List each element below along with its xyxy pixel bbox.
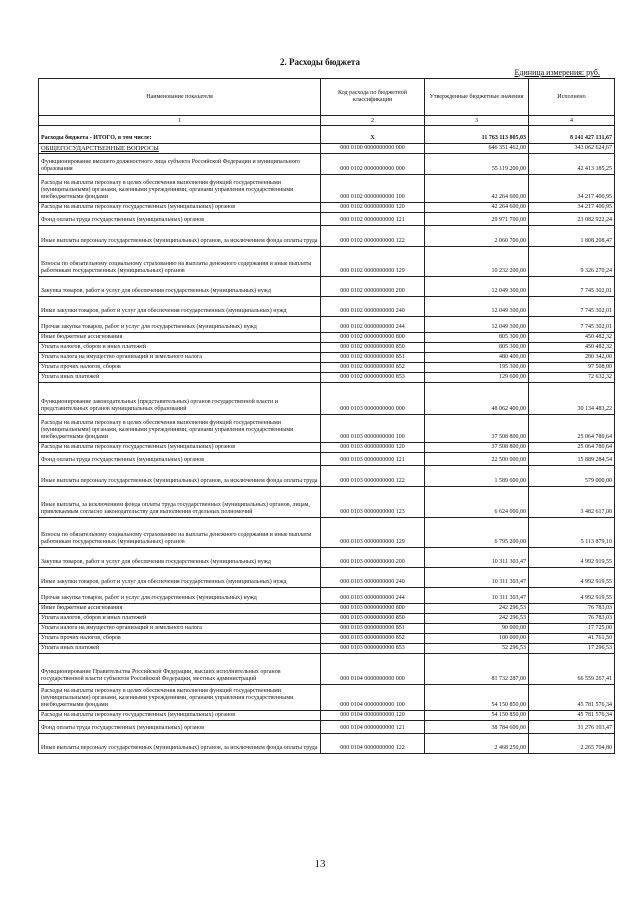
cell-name: Расходы на выплаты персоналу государственных (муниципальных) органов — [39, 443, 321, 453]
cell-approved: 242 296,53 — [425, 604, 529, 614]
cell-approved: 55 119 200,00 — [425, 154, 529, 175]
cell-approved: 242 296,53 — [425, 614, 529, 624]
cell-executed: 343 062 624,67 — [529, 144, 615, 154]
cell-code: 000 0102 0000000000 200 — [321, 277, 425, 297]
cell-name: Иные бюджетные ассигнования — [39, 604, 321, 614]
cell-approved: 54 150 850,00 — [425, 685, 529, 711]
section-title: 2. Расходы бюджета — [280, 57, 360, 67]
table-row — [39, 721, 615, 734]
cell-name: Уплата прочих налогов, сборов — [39, 363, 321, 373]
cell-approved: 129 600,00 — [425, 373, 529, 383]
cell-code: 000 0104 0000000000 000 — [321, 654, 425, 685]
cell-code: 000 0102 0000000000 244 — [321, 317, 425, 333]
cell-code: 000 0103 0000000000 000 — [321, 383, 425, 415]
cell-name: Расходы на выплаты персоналу государственных (муниципальных) органов — [39, 711, 321, 721]
cell-name: Прочая закупка товаров, работ и услуг для государственных (муниципальных) нужд — [39, 317, 321, 333]
cell-name: Уплата налога на имущество организаций и земельного налога — [39, 624, 321, 634]
cell-code: 000 0103 0000000000 850 — [321, 614, 425, 624]
cell-name: Взносы по обязательному социальному страхованию на выплаты денежного содержания и иные выплаты работникам государственных (муниципальных) органов — [39, 247, 321, 277]
cell-name: Иные выплаты, за исключением фонда оплаты труда государственных (муниципальных) органов, лицам, привлекаемым согласно законодательству для выполнения отдельных полномочий — [39, 487, 321, 518]
cell-name: Закупка товаров, работ и услуг для обеспечения государственных (муниципальных) нужд — [39, 277, 321, 297]
table-body — [39, 126, 615, 754]
cell-executed: 72 632,32 — [529, 373, 615, 383]
table-row — [39, 644, 615, 654]
cell-executed: 17 296,53 — [529, 644, 615, 654]
table-row — [39, 175, 615, 203]
cell-code: 000 0103 0000000000 200 — [321, 548, 425, 568]
cell-name: Уплата налога на имущество организаций и земельного налога — [39, 353, 321, 363]
cell-name: Расходы бюджета - ИТОГО, в том числе: — [39, 126, 321, 144]
cell-approved: 11 763 113 805,03 — [425, 126, 529, 144]
cell-approved: 52 296,53 — [425, 644, 529, 654]
cell-executed: 450 482,32 — [529, 343, 615, 353]
cell-name: Фонд оплаты труда государственных (муниципальных) органов — [39, 453, 321, 466]
cell-code: 000 0102 0000000000 852 — [321, 363, 425, 373]
cell-approved: 10 311 303,47 — [425, 548, 529, 568]
table-row — [39, 277, 615, 297]
cell-executed: 4 992 919,55 — [529, 568, 615, 588]
cell-approved: 6 624 000,00 — [425, 487, 529, 518]
table-row — [39, 614, 615, 624]
cell-approved: 10 232 200,00 — [425, 247, 529, 277]
cell-executed: 1 808 208,47 — [529, 226, 615, 247]
header-name: Наименование показателя — [39, 79, 321, 116]
cell-approved: 42 264 600,00 — [425, 203, 529, 213]
cell-executed: 76 783,03 — [529, 614, 615, 624]
cell-code: 000 0102 0000000000 240 — [321, 297, 425, 317]
cell-approved: 2 060 700,00 — [425, 226, 529, 247]
cell-approved: 100 000,00 — [425, 634, 529, 644]
cell-name: Расходы на выплаты персоналу государственных (муниципальных) органов — [39, 203, 321, 213]
table-row — [39, 333, 615, 343]
cell-name: Иные выплаты персоналу государственных (муниципальных) органов, за исключением фонда оплаты труда — [39, 226, 321, 247]
cell-approved: 2 468 250,00 — [425, 734, 529, 754]
cell-approved: 54 150 850,00 — [425, 711, 529, 721]
cell-name: Фонд оплаты труда государственных (муниципальных) органов — [39, 721, 321, 734]
table-row — [39, 588, 615, 604]
cell-code: 000 0103 0000000000 122 — [321, 466, 425, 487]
cell-approved: 10 311 303,47 — [425, 588, 529, 604]
cell-approved: 42 264 600,00 — [425, 175, 529, 203]
table-row — [39, 443, 615, 453]
cell-name: Иные закупки товаров, работ и услуг для обеспечения государственных (муниципальных) нужд — [39, 297, 321, 317]
header-approved: Утвержденные бюджетные значения — [425, 79, 529, 116]
cell-executed: 45 781 576,34 — [529, 685, 615, 711]
cell-approved: 1 589 600,00 — [425, 466, 529, 487]
cell-code: 000 0102 0000000000 851 — [321, 353, 425, 363]
column-number: 4 — [529, 116, 615, 126]
cell-code: 000 0103 0000000000 800 — [321, 604, 425, 614]
cell-approved: 646 351 462,00 — [425, 144, 529, 154]
table-row — [39, 415, 615, 443]
table-row — [39, 685, 615, 711]
table-row — [39, 373, 615, 383]
cell-name: Иные выплаты персоналу государственных (муниципальных) органов, за исключением фонда оплаты труда — [39, 466, 321, 487]
cell-executed: 4 992 919,55 — [529, 588, 615, 604]
cell-executed: 25 064 780,64 — [529, 443, 615, 453]
cell-code: 000 0102 0000000000 100 — [321, 175, 425, 203]
cell-executed: 45 781 576,34 — [529, 711, 615, 721]
cell-name: Взносы по обязательному социальному страхованию на выплаты денежного содержания и иные выплаты работникам государственных (муниципальных) органов — [39, 518, 321, 548]
cell-code: 000 0102 0000000000 129 — [321, 247, 425, 277]
cell-code: 000 0103 0000000000 121 — [321, 453, 425, 466]
table-row — [39, 568, 615, 588]
cell-name: Закупка товаров, работ и услуг для обеспечения государственных (муниципальных) нужд — [39, 548, 321, 568]
cell-approved: 29 971 700,00 — [425, 213, 529, 226]
cell-code: 000 0103 0000000000 851 — [321, 624, 425, 634]
cell-approved: 22 500 000,00 — [425, 453, 529, 466]
cell-executed: 41 761,50 — [529, 634, 615, 644]
cell-executed: 7 745 302,01 — [529, 297, 615, 317]
table-row — [39, 353, 615, 363]
cell-code: 000 0103 0000000000 123 — [321, 487, 425, 518]
expenses-table — [38, 78, 615, 754]
column-numbers-row — [39, 116, 615, 126]
table-row — [39, 297, 615, 317]
cell-code: 000 0100 0000000000 000 — [321, 144, 425, 154]
table-header-row — [39, 79, 615, 116]
table-row — [39, 624, 615, 634]
cell-executed: 15 889 284,54 — [529, 453, 615, 466]
table-row — [39, 126, 615, 144]
column-number: 3 — [425, 116, 529, 126]
cell-approved: 12 049 300,00 — [425, 297, 529, 317]
cell-code: 000 0103 0000000000 120 — [321, 443, 425, 453]
cell-approved: 195 300,00 — [425, 363, 529, 373]
table-row — [39, 154, 615, 175]
table-row — [39, 548, 615, 568]
cell-executed: 3 482 617,00 — [529, 487, 615, 518]
cell-name: Расходы на выплаты персоналу в целях обеспечения выполнения функций государственными (муниципальными) органами, казенными учреждениями, органами управления государственными внебюджетными фондами — [39, 175, 321, 203]
cell-name: Уплата иных платежей — [39, 644, 321, 654]
cell-approved: 48 062 400,00 — [425, 383, 529, 415]
cell-executed: 5 113 879,10 — [529, 518, 615, 548]
cell-code: 000 0104 0000000000 122 — [321, 734, 425, 754]
cell-executed: 34 217 400,95 — [529, 175, 615, 203]
cell-approved: 805 300,00 — [425, 343, 529, 353]
cell-code: 000 0102 0000000000 120 — [321, 203, 425, 213]
cell-approved: 12 049 300,00 — [425, 277, 529, 297]
cell-code: 000 0104 0000000000 121 — [321, 721, 425, 734]
table-row — [39, 383, 615, 415]
cell-executed: 579 000,00 — [529, 466, 615, 487]
cell-code: 000 0103 0000000000 244 — [321, 588, 425, 604]
table-row — [39, 634, 615, 644]
cell-name: Иные закупки товаров, работ и услуг для обеспечения государственных (муниципальных) нужд — [39, 568, 321, 588]
cell-code: 000 0103 0000000000 100 — [321, 415, 425, 443]
table-row — [39, 453, 615, 466]
table-row — [39, 343, 615, 353]
cell-code: 000 0103 0000000000 852 — [321, 634, 425, 644]
cell-code: 000 0102 0000000000 853 — [321, 373, 425, 383]
cell-executed: 30 134 483,22 — [529, 383, 615, 415]
table-row — [39, 317, 615, 333]
table-row — [39, 487, 615, 518]
table-row — [39, 144, 615, 154]
cell-name: Уплата налогов, сборов и иных платежей — [39, 614, 321, 624]
cell-executed: 7 745 302,01 — [529, 277, 615, 297]
cell-executed: 34 217 400,95 — [529, 203, 615, 213]
cell-approved: 37 508 800,00 — [425, 443, 529, 453]
cell-name: Расходы на выплаты персоналу в целях обеспечения выполнения функций государственными (муниципальными) органами, казенными учреждениями, органами управления государственными внебюджетными фондами — [39, 685, 321, 711]
cell-approved: 81 732 287,00 — [425, 654, 529, 685]
table-row — [39, 213, 615, 226]
cell-name: Функционирование высшего должностного лица субъекта Российской Федерации и муниципального образования — [39, 154, 321, 175]
cell-approved: 12 049 300,00 — [425, 317, 529, 333]
cell-code: 000 0102 0000000000 121 — [321, 213, 425, 226]
cell-approved: 805 300,00 — [425, 333, 529, 343]
cell-executed: 17 725,00 — [529, 624, 615, 634]
cell-name: Фонд оплаты труда государственных (муниципальных) органов — [39, 213, 321, 226]
cell-code: 000 0104 0000000000 100 — [321, 685, 425, 711]
page-number: 13 — [314, 858, 326, 870]
cell-code: 000 0103 0000000000 129 — [321, 518, 425, 548]
header-code: Код расхода по бюджетной классификации — [321, 79, 425, 116]
table-row — [39, 518, 615, 548]
cell-code: 000 0102 0000000000 800 — [321, 333, 425, 343]
cell-name: Уплата иных платежей — [39, 373, 321, 383]
cell-name: Уплата налогов, сборов и иных платежей — [39, 343, 321, 353]
cell-code: 000 0103 0000000000 853 — [321, 644, 425, 654]
cell-executed: 66 559 267,41 — [529, 654, 615, 685]
cell-name: Функционирование законодательных (представительных) органов государственной власти и представительных органов муниципальных образований — [39, 383, 321, 415]
table-row — [39, 247, 615, 277]
cell-name: Функционирование Правительства Российской Федерации, высших исполнительных органов государственной власти субъектов Российской Федерации, местных администраций — [39, 654, 321, 685]
cell-code: 000 0102 0000000000 122 — [321, 226, 425, 247]
cell-approved: 90 000,00 — [425, 624, 529, 634]
cell-approved: 10 311 303,47 — [425, 568, 529, 588]
cell-name: ОБЩЕГОСУДАРСТВЕННЫЕ ВОПРОСЫ — [39, 144, 321, 154]
cell-approved: 38 784 600,00 — [425, 721, 529, 734]
cell-name: Иные бюджетные ассигнования — [39, 333, 321, 343]
cell-code: X — [321, 126, 425, 144]
cell-approved: 6 795 200,00 — [425, 518, 529, 548]
cell-executed: 76 783,03 — [529, 604, 615, 614]
table-row — [39, 604, 615, 614]
table-row — [39, 711, 615, 721]
table-row — [39, 734, 615, 754]
cell-name: Уплата прочих налогов, сборов — [39, 634, 321, 644]
cell-executed: 2 265 704,80 — [529, 734, 615, 754]
header-executed: Исполнено — [529, 79, 615, 116]
cell-executed: 97 508,00 — [529, 363, 615, 373]
cell-approved: 480 400,00 — [425, 353, 529, 363]
cell-executed: 23 082 922,24 — [529, 213, 615, 226]
table-row — [39, 363, 615, 373]
cell-executed: 4 992 919,55 — [529, 548, 615, 568]
cell-executed: 450 482,32 — [529, 333, 615, 343]
cell-code: 000 0104 0000000000 120 — [321, 711, 425, 721]
cell-name: Прочая закупка товаров, работ и услуг для государственных (муниципальных) нужд — [39, 588, 321, 604]
cell-approved: 37 508 800,00 — [425, 415, 529, 443]
cell-code: 000 0102 0000000000 000 — [321, 154, 425, 175]
column-number: 1 — [39, 116, 321, 126]
cell-code: 000 0103 0000000000 240 — [321, 568, 425, 588]
cell-executed: 8 141 427 131,67 — [529, 126, 615, 144]
table-row — [39, 226, 615, 247]
cell-code: 000 0102 0000000000 850 — [321, 343, 425, 353]
cell-executed: 280 342,00 — [529, 353, 615, 363]
cell-executed: 42 413 185,25 — [529, 154, 615, 175]
cell-executed: 7 745 302,01 — [529, 317, 615, 333]
cell-name: Расходы на выплаты персоналу в целях обеспечения выполнения функций государственными (муниципальными) органами, казенными учреждениями, органами управления государственными внебюджетными фондами — [39, 415, 321, 443]
cell-executed: 9 326 270,24 — [529, 247, 615, 277]
cell-executed: 25 064 780,64 — [529, 415, 615, 443]
table-row — [39, 203, 615, 213]
column-number: 2 — [321, 116, 425, 126]
table-row — [39, 466, 615, 487]
cell-name: Иные выплаты персоналу государственных (муниципальных) органов, за исключением фонда оплаты труда — [39, 734, 321, 754]
table-row — [39, 654, 615, 685]
units-label: Единица измерения: руб. — [514, 68, 600, 77]
cell-executed: 31 276 103,47 — [529, 721, 615, 734]
